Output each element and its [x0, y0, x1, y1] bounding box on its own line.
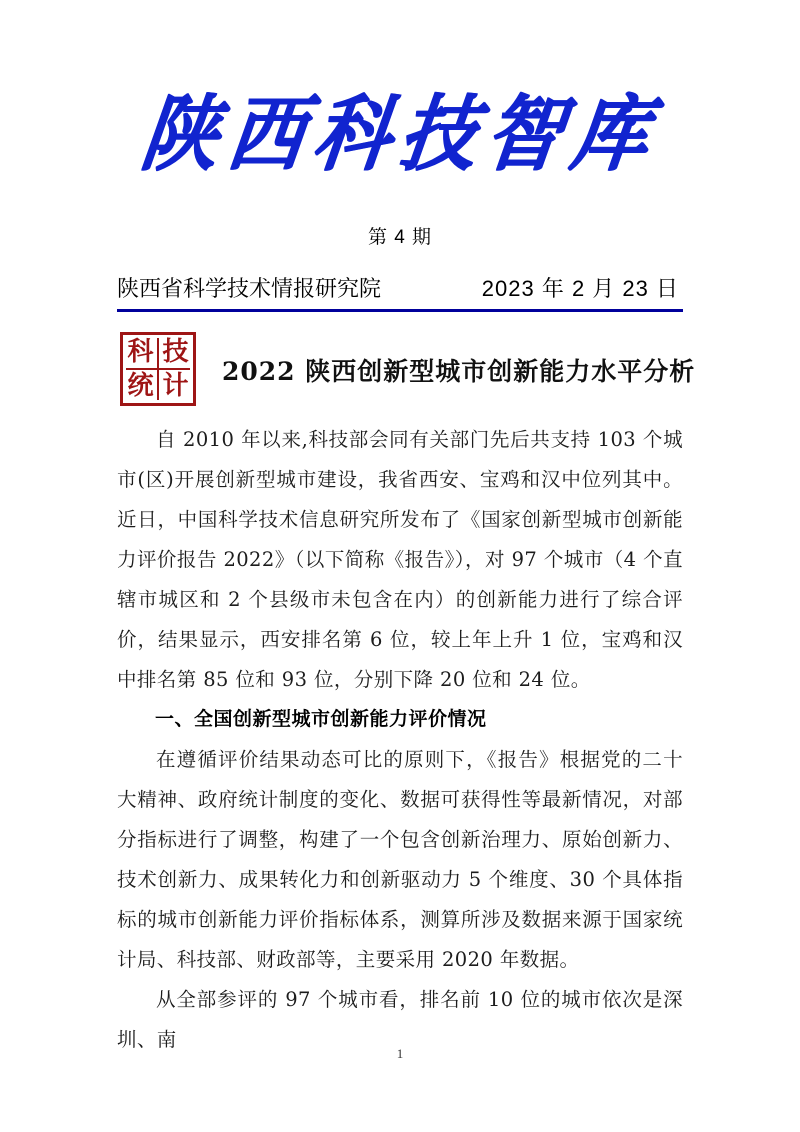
- article-title: 2022 陕西创新型城市创新能力水平分析: [222, 357, 696, 386]
- masthead: [0, 85, 800, 182]
- seal-char-4: 计: [162, 371, 189, 401]
- article-body: [117, 420, 683, 1060]
- kejitongji-seal: [120, 332, 196, 406]
- header-divider: [117, 309, 683, 312]
- section-heading: 一、全国创新型城市创新能力评价情况: [155, 709, 487, 730]
- publisher-name: 陕西省科学技术情报研究院: [117, 276, 382, 301]
- seal-char-1: 科: [127, 337, 154, 367]
- body-paragraph: 在遵循评价结果动态可比的原则下，《报告》根据党的二十大精神、政府统计制度的变化、数据可获得性等最新情况，对部分指标进行了调整，构建了一个包含创新治理力、原始创新力、技术创新力、成果转化力和创新驱动力 5 个维度、30 个具体指标的城市创新能力评价指标体系，测算所涉及数据来源于国家统计局、科技部、财政部等，主要采用 2020 年数据。: [117, 748, 683, 971]
- page-number: 1: [396, 1046, 404, 1061]
- body-paragraph: 自 2010 年以来,科技部会同有关部门先后共支持 103 个城市(区)开展创新型城市建设，我省西安、宝鸡和汉中位列其中。近日，中国科学技术信息研究所发布了《国家创新型城市创新能力评价报告 2022》（以下简称《报告》），对 97 个城市（4 个直辖市城区和 2 个县级市未包含在内）的创新能力进行了综合评价，结果显示，西安排名第 6 位，较上年上升 1 位，宝鸡和汉中排名第 85 位和 93 位，分别下降 20 位和 24 位。: [117, 428, 683, 691]
- body-paragraph: 从全部参评的 97 个城市看，排名前 10 位的城市依次是深圳、南: [117, 988, 683, 1051]
- masthead-title: 陕西科技智库: [136, 85, 664, 182]
- publication-date: 2023 年 2 月 23 日: [481, 276, 679, 301]
- seal-char-3: 统: [127, 371, 154, 401]
- issue-number: 第 4 期: [367, 227, 433, 248]
- seal-char-2: 技: [162, 337, 189, 367]
- publisher-date-row: [117, 272, 683, 303]
